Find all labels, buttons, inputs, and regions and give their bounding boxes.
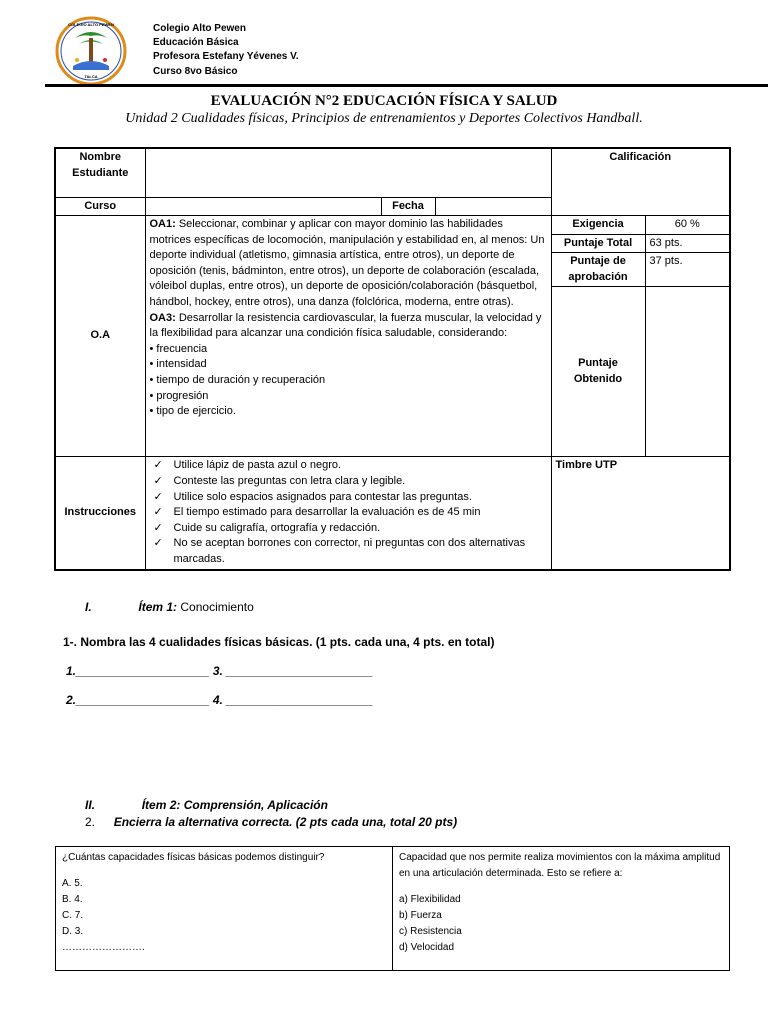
oa1-paragraph bbox=[150, 217, 547, 311]
exigencia-value: 60 % bbox=[645, 216, 730, 235]
calificacion-label: Calificación bbox=[551, 148, 730, 216]
nombre-field[interactable] bbox=[145, 148, 551, 197]
school-name: Colegio Alto Pewen bbox=[153, 23, 246, 34]
oa3-bullet-list bbox=[150, 342, 547, 420]
instruccion-item: ✓ Utilice lápiz de pasta azul o negro. bbox=[150, 458, 547, 474]
question-2-cell bbox=[393, 847, 730, 971]
check-icon: ✓ bbox=[153, 521, 163, 534]
item2-instruction bbox=[85, 815, 457, 829]
item2-label: Ítem 2: Comprensión, Aplicación bbox=[141, 798, 328, 812]
instrucciones-list bbox=[150, 458, 547, 567]
question-2-option[interactable]: a) Flexibilidad bbox=[399, 894, 461, 905]
puntaje-obtenido-field[interactable] bbox=[645, 287, 730, 457]
oa1-code: OA1: bbox=[149, 218, 176, 231]
item2-numeral: II. bbox=[85, 798, 96, 812]
check-icon: ✓ bbox=[153, 537, 163, 550]
question-2-option[interactable]: d) Velocidad bbox=[399, 942, 455, 953]
question-2-option[interactable]: b) Fuerza bbox=[399, 910, 442, 921]
check-icon: ✓ bbox=[153, 475, 163, 488]
question-1-answer-line[interactable]: ……………………. bbox=[62, 942, 145, 953]
school-info bbox=[153, 22, 299, 79]
evaluation-info-table bbox=[54, 147, 731, 571]
item1-answer-line-2[interactable]: 2.____________________ 4. ______________________ bbox=[66, 693, 373, 707]
puntaje-aprobacion-label: Puntaje de aprobación bbox=[551, 253, 645, 287]
logo-bottom-text: TALCA bbox=[84, 74, 98, 79]
oa3-bullet: • tipo de ejercicio. bbox=[149, 405, 236, 418]
puntaje-aprobacion-value: 37 pts. bbox=[645, 253, 730, 287]
question-1-option[interactable]: A. 5. bbox=[62, 878, 83, 889]
page-subtitle: Unidad 2 Cualidades físicas, Principios de entrenamientos y Deportes Colectivos Handball. bbox=[125, 111, 643, 126]
instruccion-item: ✓ El tiempo estimado para desarrollar la evaluación es de 45 min bbox=[150, 505, 547, 521]
fecha-label: Fecha bbox=[381, 197, 435, 216]
oa1-text: Seleccionar, combinar y aplicar con mayor dominio las habilidades motrices específicas de locomoción, manipulación y estabilidad en, al menos: Un deporte individual (atletismo, gimnasia artística, entre otros), un deporte de oposición (tenis, bádminton, entre otros), un deporte de colaboración (escalada, vóleibol duplas, entre otros), un deporte de oposición/colaboración (básquetbol, hándbol, hockey, entre otros), una danza (folclórica, moderna, entre otras). bbox=[149, 218, 545, 309]
check-icon: ✓ bbox=[153, 459, 163, 472]
item1-numeral: I. bbox=[85, 600, 92, 614]
page-title: EVALUACIÓN N°2 EDUCACIÓN FÍSICA Y SALUD bbox=[210, 93, 558, 109]
oa3-bullet: • progresión bbox=[149, 389, 209, 402]
nombre-label: Nombre Estudiante bbox=[55, 148, 145, 197]
item2-instruction-text: Encierra la alternativa correcta. (2 pts cada una, total 20 pts) bbox=[113, 815, 458, 829]
instruccion-item: ✓ Conteste las preguntas con letra clara y legible. bbox=[150, 474, 547, 490]
oa3-bullet: • tiempo de duración y recuperación bbox=[149, 374, 326, 387]
question-1-option[interactable]: D. 3. bbox=[62, 926, 84, 937]
header-rule bbox=[45, 84, 768, 87]
question-2-option[interactable]: c) Resistencia bbox=[399, 926, 462, 937]
puntaje-total-value: 63 pts. bbox=[645, 234, 730, 253]
question-1-option[interactable]: C. 7. bbox=[62, 910, 84, 921]
oa3-paragraph bbox=[150, 311, 547, 342]
check-icon: ✓ bbox=[153, 506, 163, 519]
instruccion-item: ✓ No se aceptan borrones con corrector, ni preguntas con dos alternativas marcadas. bbox=[153, 537, 526, 566]
item1-label: Ítem 1: bbox=[138, 600, 178, 614]
timbre-utp-label: Timbre UTP bbox=[551, 457, 730, 570]
teacher-name: Profesora Estefany Yévenes V. bbox=[153, 51, 299, 63]
oa-label: O.A bbox=[55, 216, 145, 457]
instruccion-item: ✓ Utilice solo espacios asignados para contestar las preguntas. bbox=[150, 490, 547, 506]
school-logo bbox=[55, 16, 127, 86]
question-1-cell bbox=[56, 847, 393, 971]
fecha-field[interactable] bbox=[435, 197, 551, 216]
oa3-bullet: • frecuencia bbox=[149, 342, 208, 355]
question-1-text: ¿Cuántas capacidades físicas básicas podemos distinguir? bbox=[62, 852, 325, 863]
item2-heading bbox=[85, 798, 328, 812]
item1-label-rest: Conocimiento bbox=[177, 600, 254, 614]
course-name: Curso 8vo Básico bbox=[153, 65, 238, 77]
item1-heading bbox=[85, 600, 254, 614]
item2-question-table bbox=[55, 846, 730, 971]
oa3-code: OA3: bbox=[149, 311, 176, 324]
instrucciones-label: Instrucciones bbox=[55, 457, 145, 570]
instrucciones-content bbox=[145, 457, 551, 570]
puntaje-obtenido-label: Puntaje Obtenido bbox=[551, 287, 645, 457]
oa3-text: Desarrollar la resistencia cardiovascular, la fuerza muscular, la velocidad y la flexibilidad para alcanzar una condición física saludable, considerando: bbox=[149, 311, 542, 340]
logo-top-text: COLEGIO ALTO PEWEN bbox=[68, 22, 114, 27]
question-2-text: Capacidad que nos permite realiza movimientos con la máxima amplitud en una articulación determinada. Esto se refiere a: bbox=[399, 852, 721, 879]
oa3-bullet: • intensidad bbox=[149, 358, 207, 371]
exigencia-label: Exigencia bbox=[551, 216, 645, 235]
curso-field[interactable] bbox=[145, 197, 381, 216]
school-level: Educación Básica bbox=[153, 37, 239, 49]
curso-label: Curso bbox=[55, 197, 145, 216]
instruccion-item: ✓ Cuide su caligrafía, ortografía y redacción. bbox=[150, 521, 547, 537]
oa-content bbox=[145, 216, 551, 457]
item1-question: 1-. Nombra las 4 cualidades físicas básicas. (1 pts. cada una, 4 pts. en total) bbox=[63, 635, 495, 649]
puntaje-total-label: Puntaje Total bbox=[551, 234, 645, 253]
check-icon: ✓ bbox=[153, 490, 163, 503]
item1-answer-line-1[interactable]: 1.____________________ 3. ______________________ bbox=[66, 664, 373, 678]
item2-subnum: 2. bbox=[85, 815, 96, 829]
question-1-option[interactable]: B. 4. bbox=[62, 894, 83, 905]
